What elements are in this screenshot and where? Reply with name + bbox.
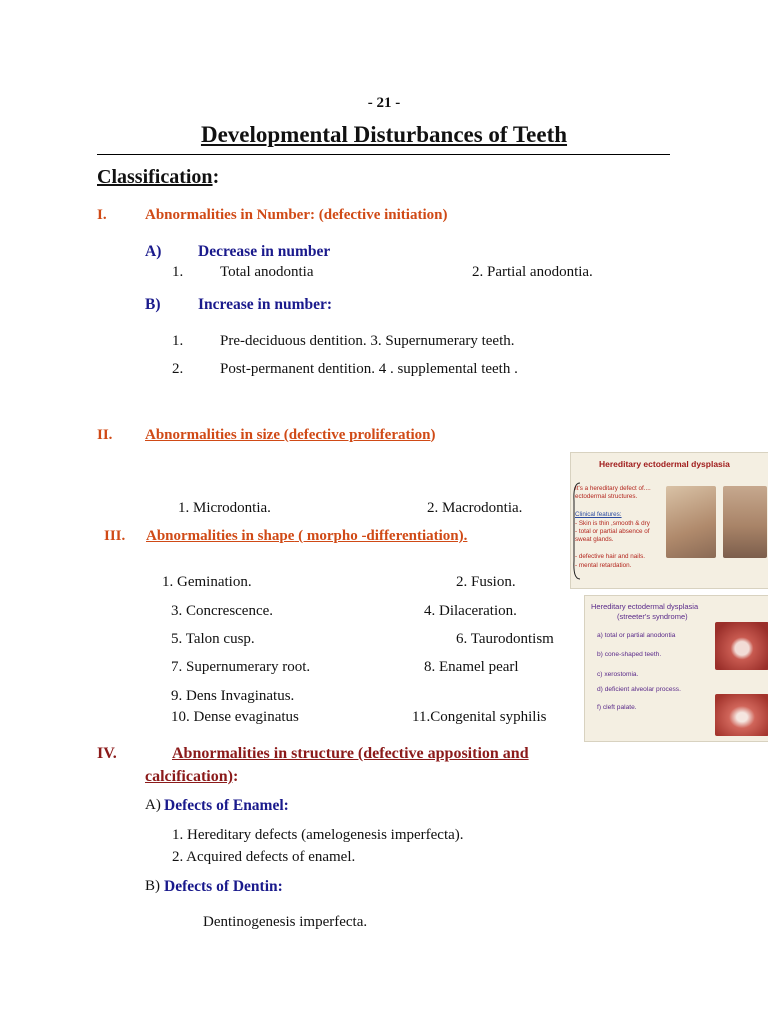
slide1-f5: - mental retardation.	[575, 562, 632, 569]
section-1b-heading: Increase in number:	[198, 296, 333, 313]
slide2-item-c: c) xerostomia.	[597, 671, 639, 678]
page-title: Developmental Disturbances of Teeth	[200, 122, 568, 147]
title-rule	[97, 154, 670, 155]
slide2-subtitle: (streeter's syndrome)	[617, 612, 688, 621]
slide1-title: Hereditary ectodermal dysplasia	[599, 459, 730, 469]
slide-ectodermal-dysplasia	[570, 452, 768, 589]
section-2-item2: 2. Macrodontia.	[427, 500, 523, 516]
section-1b-row2-num: 2.	[172, 361, 184, 377]
shape-item: 8. Enamel pearl	[424, 659, 519, 675]
section-4b-label: B)	[145, 878, 160, 894]
shape-item: 11.Congenital syphilis	[412, 709, 547, 725]
section-1-heading: Abnormalities in Number: (defective initiation)	[145, 207, 448, 223]
shape-item: 6. Taurodontism	[456, 631, 554, 647]
shape-item: 7. Supernumerary root.	[171, 659, 311, 675]
section-4a-item1: 1. Hereditary defects (amelogenesis imperfecta).	[172, 827, 464, 843]
section-2-heading-text: Abnormalities in size (defective proliferation	[145, 427, 431, 443]
section-4-numeral: IV.	[97, 745, 117, 762]
section-1b-row1-num: 1.	[172, 333, 184, 349]
section-4a-label: A)	[145, 797, 161, 813]
section-3-heading-b: ( morpho -differentiation).	[294, 528, 468, 544]
section-3-heading-a: Abnormalities in shape	[146, 528, 295, 544]
section-4-heading-line2-text: calcification)	[145, 768, 233, 785]
slide2-title: Hereditary ectodermal dysplasia	[591, 602, 699, 611]
slide-streeters-syndrome	[584, 595, 768, 742]
section-1b-row2: Post-permanent dentition. 4 . supplemental teeth .	[220, 361, 518, 377]
section-2-item1: 1. Microdontia.	[178, 500, 271, 516]
slide1-f1: - Skin is thin ,smooth & dry	[575, 520, 650, 527]
section-1a-item1: Total anodontia	[220, 264, 314, 280]
section-1b-label: B)	[145, 296, 161, 313]
section-4b-item: Dentinogenesis imperfecta.	[203, 914, 368, 930]
shape-item: 5. Talon cusp.	[171, 631, 255, 647]
slide1-line2: ectodermal structures.	[575, 493, 638, 500]
slide1-f4: - defective hair and nails.	[575, 553, 646, 560]
section-3-numeral: III.	[104, 528, 126, 544]
mouth-photo-top	[715, 622, 768, 670]
adult-photo	[723, 486, 767, 558]
section-1b-row1: Pre-deciduous dentition. 3. Supernumerary teeth.	[220, 333, 515, 349]
section-1a-item1-num: 1.	[172, 264, 184, 280]
bracket-annotation	[571, 481, 581, 583]
section-2-heading	[145, 427, 436, 444]
mouth-photo-bottom	[715, 694, 768, 736]
shape-item: 9. Dens Invaginatus.	[171, 688, 295, 704]
slide2-item-f: f) cleft palate.	[597, 704, 637, 711]
section-2-numeral: II.	[97, 427, 113, 443]
section-2-heading-end: )	[430, 427, 436, 443]
slide1-f2: - total or partial absence of	[575, 528, 650, 535]
classification-heading	[97, 166, 219, 189]
classification-label: Classification	[97, 166, 213, 188]
shape-item: 2. Fusion.	[456, 574, 516, 590]
section-4b-heading: Defects of Dentin:	[164, 878, 283, 895]
shape-item: 1. Gemination.	[162, 574, 252, 590]
shape-item: 3. Concrescence.	[171, 603, 274, 619]
section-4-heading-line2	[145, 768, 238, 786]
shape-item: 10. Dense evaginatus	[171, 709, 299, 725]
section-4-heading-colon: :	[232, 768, 239, 785]
slide2-item-b: b) cone-shaped teeth.	[597, 651, 662, 658]
section-1-numeral: I.	[97, 207, 107, 223]
slide2-item-d: d) deficient alveolar process.	[597, 686, 681, 693]
page-number: - 21 -	[367, 95, 401, 111]
section-1a-label: A)	[145, 243, 162, 260]
section-4a-heading: Defects of Enamel:	[164, 797, 289, 814]
child-photo	[666, 486, 716, 558]
slide1-clinical: Clinical features:	[575, 511, 622, 518]
slide1-f3: sweat glands.	[575, 536, 614, 543]
slide2-item-a: a) total or partial anodontia	[597, 632, 676, 639]
section-4-heading-line1: Abnormalities in structure (defective apposition and	[172, 745, 529, 762]
section-1a-heading: Decrease in number	[198, 243, 331, 260]
section-4a-item2: 2. Acquired defects of enamel.	[172, 849, 356, 865]
classification-colon: :	[212, 166, 220, 188]
section-3-heading	[146, 528, 467, 545]
slide1-line1: It's a hereditary defect of....	[575, 485, 651, 492]
section-1a-item2: 2. Partial anodontia.	[472, 264, 593, 280]
shape-item: 4. Dilaceration.	[424, 603, 517, 619]
